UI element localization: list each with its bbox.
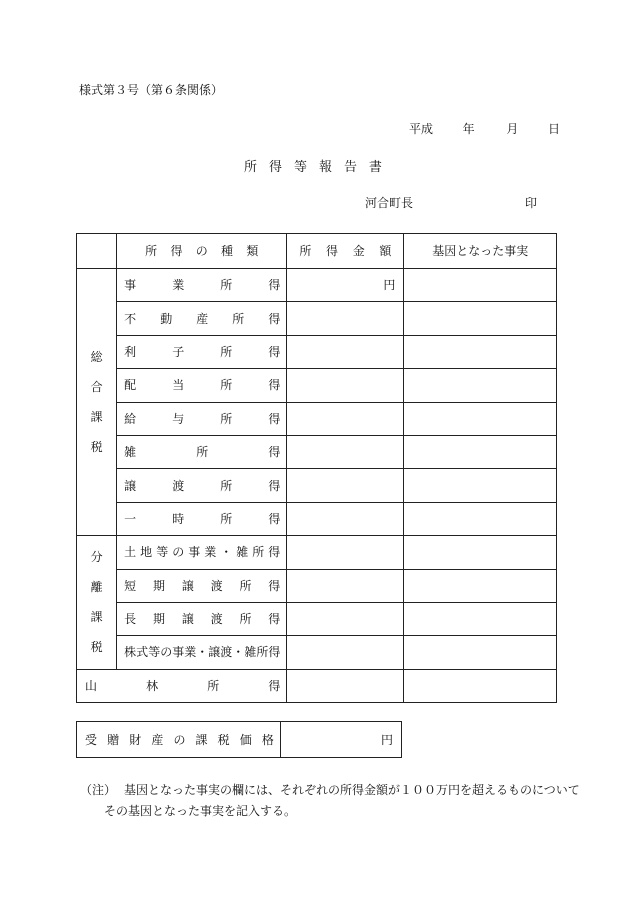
date-year: 年 [462, 122, 475, 136]
date-month: 月 [506, 122, 519, 136]
income-kind-cell [117, 502, 287, 535]
table-row [77, 536, 557, 569]
income-fact[interactable] [404, 602, 557, 635]
footnote-text-1: 基因となった事実の欄には、それぞれの所得金額が１００万円を超えるものについて [124, 783, 580, 797]
income-kind: 短 期 譲 渡 所 得 [124, 578, 281, 593]
table-row [77, 402, 557, 435]
category-label: 分 離 課 税 [90, 550, 103, 655]
income-fact[interactable] [404, 502, 557, 535]
income-rows [77, 269, 557, 670]
addressee [365, 197, 413, 209]
income-kind: 長 期 譲 渡 所 得 [124, 612, 281, 627]
income-fact[interactable] [404, 402, 557, 435]
income-fact[interactable] [404, 636, 557, 669]
footnote-marker: （注） [80, 783, 117, 797]
table-row [77, 469, 557, 502]
income-fact[interactable] [404, 269, 557, 302]
income-kind-cell [117, 269, 287, 302]
table-row [77, 269, 557, 302]
footnote [80, 780, 580, 822]
date-day: 日 [548, 122, 561, 136]
income-amount[interactable] [287, 402, 404, 435]
date-era: 平成 [409, 122, 434, 136]
form-number: 様式第３号（第６条関係） [79, 83, 224, 97]
gift-row [77, 722, 402, 758]
income-kind: 雑 所 得 [124, 445, 281, 460]
income-amount[interactable] [287, 369, 404, 402]
header-fact: 基因となった事実 [404, 234, 557, 269]
table-row [77, 636, 557, 669]
footnote-line-1 [80, 780, 580, 801]
gift-label-cell [77, 722, 281, 758]
category-cell [77, 269, 117, 536]
forestry-fact[interactable] [404, 669, 557, 702]
forestry-row [77, 669, 557, 702]
table-row [77, 335, 557, 368]
forestry-kind-cell [77, 669, 287, 702]
income-amount[interactable] [287, 435, 404, 468]
footnote-line-2: その基因となった事実を記入する。 [104, 804, 297, 818]
income-amount[interactable] [287, 335, 404, 368]
header-blank-cell [77, 234, 117, 269]
table-row [77, 502, 557, 535]
gift-amount[interactable]: 円 [280, 722, 401, 758]
income-fact[interactable] [404, 469, 557, 502]
income-fact[interactable] [404, 536, 557, 569]
income-amount[interactable] [287, 302, 404, 335]
income-kind-cell [117, 302, 287, 335]
income-kind: 事 業 所 得 [124, 278, 281, 293]
income-kind: 配 当 所 得 [124, 378, 281, 393]
income-amount[interactable] [287, 502, 404, 535]
income-kind-cell [117, 435, 287, 468]
header-amount-cell [287, 234, 404, 269]
page-title: 所 得 等 報 告 書 [244, 160, 382, 175]
income-fact[interactable] [404, 302, 557, 335]
income-kind: 利 子 所 得 [124, 344, 281, 359]
income-kind-cell [117, 335, 287, 368]
income-kind-cell [117, 636, 287, 669]
category-label: 総 合 課 税 [90, 350, 103, 455]
forestry-amount[interactable] [287, 669, 404, 702]
income-amount[interactable]: 円 [287, 269, 404, 302]
income-kind: 不 動 産 所 得 [124, 311, 281, 326]
table-header-row [77, 234, 557, 269]
income-amount[interactable] [287, 469, 404, 502]
table-row [77, 602, 557, 635]
header-kind-cell [117, 234, 287, 269]
income-fact[interactable] [404, 435, 557, 468]
income-fact[interactable] [404, 569, 557, 602]
income-amount[interactable] [287, 569, 404, 602]
income-kind-cell [117, 602, 287, 635]
gift-label: 受 贈 財 産 の 課 税 価 格 [85, 732, 274, 747]
seal-mark: 印 [525, 196, 538, 210]
income-fact[interactable] [404, 335, 557, 368]
header-kind: 所 得 の 種 類 [145, 244, 259, 258]
table-row [77, 435, 557, 468]
income-amount[interactable] [287, 636, 404, 669]
table-row [77, 569, 557, 602]
income-amount[interactable] [287, 602, 404, 635]
income-kind-cell [117, 469, 287, 502]
income-kind: 株 式 等 の 事 業 ・ 譲 渡 ・ 雑 所 得 [124, 645, 281, 660]
income-kind: 一 時 所 得 [124, 511, 281, 526]
income-amount[interactable] [287, 536, 404, 569]
income-kind-cell [117, 536, 287, 569]
income-kind-cell [117, 402, 287, 435]
income-table [76, 233, 557, 703]
table-row [77, 369, 557, 402]
header-amount: 所 得 金 額 [299, 244, 392, 258]
income-kind-cell [117, 369, 287, 402]
addressee-name: 河合町長 [365, 196, 414, 210]
date-line [409, 123, 560, 135]
category-cell [77, 536, 117, 670]
income-kind: 譲 渡 所 得 [124, 478, 281, 493]
forestry-kind: 山 林 所 得 [85, 678, 281, 693]
gift-table [76, 721, 402, 758]
table-row [77, 302, 557, 335]
income-kind: 給 与 所 得 [124, 411, 281, 426]
income-kind: 土 地 等 の 事 業 ・ 雑 所 得 [124, 545, 281, 560]
income-kind-cell [117, 569, 287, 602]
income-fact[interactable] [404, 369, 557, 402]
